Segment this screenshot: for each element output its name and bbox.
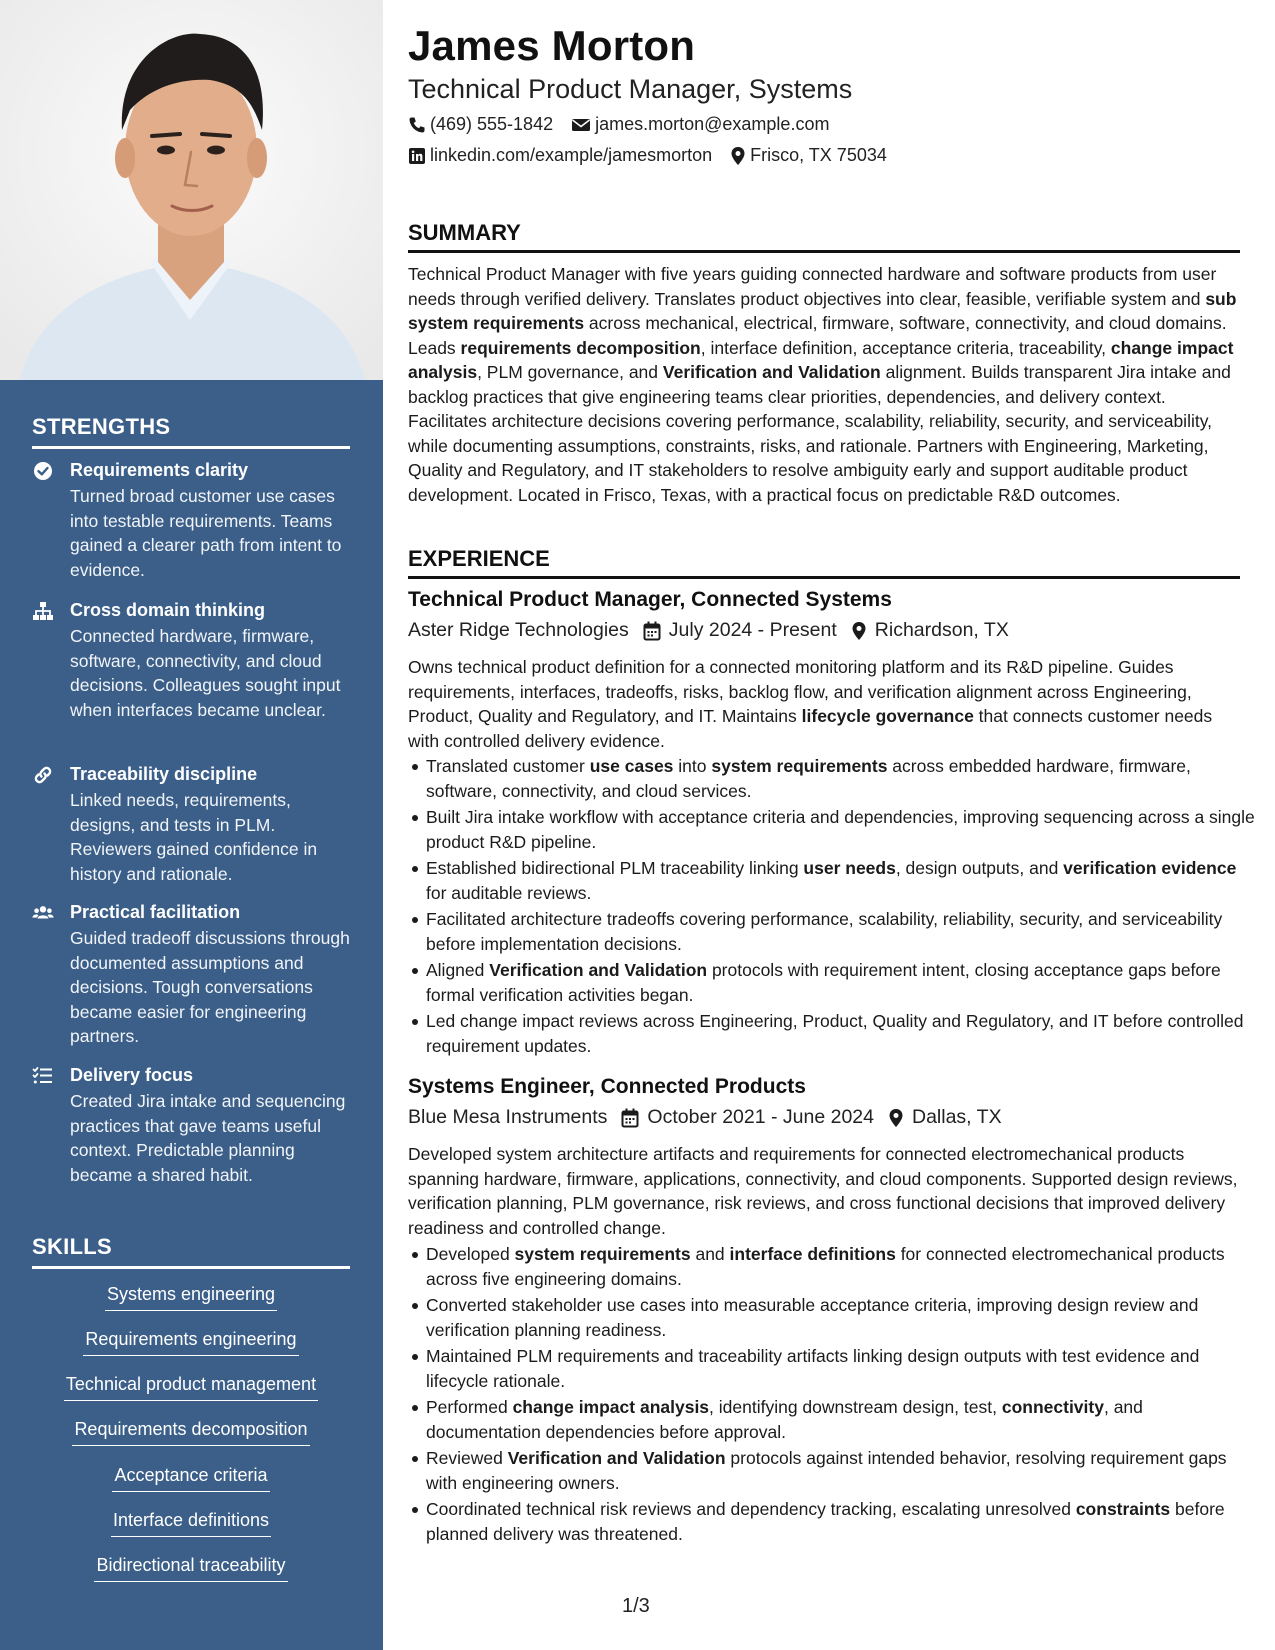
profile-photo: [0, 0, 383, 380]
candidate-title: Technical Product Manager, Systems: [408, 74, 853, 104]
job-title: Systems Engineer, Connected Products: [408, 1075, 806, 1098]
skill-item: Technical product management: [32, 1372, 350, 1401]
job-company: Aster Ridge Technologies: [408, 619, 629, 641]
strength-title: Cross domain thinking: [70, 600, 266, 620]
calendar-icon: [621, 1108, 639, 1128]
job-bullets: [408, 754, 1258, 1060]
bullet-item: Led change impact reviews across Engineering, Product, Quality and Regulatory, and IT before controlled requirement updates.: [426, 1009, 1258, 1058]
job-dates: October 2021 - June 2024: [647, 1106, 874, 1128]
job-meta: [408, 1106, 1002, 1129]
bullet-item: Performed change impact analysis, identifying downstream design, test, connectivity, and documentation dependencies before approval.: [426, 1395, 1258, 1444]
sidebar-panel: [0, 380, 383, 1650]
envelope-icon: [571, 117, 591, 133]
skills-heading: SKILLS: [32, 1234, 350, 1269]
experience-heading: EXPERIENCE: [408, 546, 1240, 579]
phone-text: (469) 555-1842: [430, 114, 554, 134]
skill-item: Systems engineering: [32, 1282, 350, 1311]
bullet-item: Facilitated architecture tradeoffs covering performance, scalability, reliability, security, and serviceability before implementation decisions.: [426, 907, 1258, 956]
map-pin-icon: [730, 146, 746, 166]
bullet-item: Established bidirectional PLM traceability linking user needs, design outputs, and verification evidence for auditable reviews.: [426, 856, 1258, 905]
job-title: Technical Product Manager, Connected Systems: [408, 588, 892, 611]
job-location: Dallas, TX: [912, 1106, 1002, 1128]
job-bullets: [408, 1242, 1258, 1548]
skill-item: Interface definitions: [32, 1508, 350, 1537]
map-pin-icon: [851, 621, 867, 641]
bullet-item: Built Jira intake workflow with acceptance criteria and dependencies, improving sequencing across a single product R&D pipeline.: [426, 805, 1258, 854]
strength-desc: Created Jira intake and sequencing practices that gave teams useful context. Predictable planning became a shared habit.: [70, 1091, 346, 1185]
skill-item: Requirements engineering: [32, 1327, 350, 1356]
contact-row: [408, 145, 905, 166]
email-link[interactable]: james.morton@example.com: [595, 114, 830, 134]
candidate-name: James Morton: [408, 22, 696, 69]
job-dates: July 2024 - Present: [668, 619, 837, 641]
check-circle-icon: [32, 460, 54, 482]
linkedin-link[interactable]: linkedin.com/example/jamesmorton: [430, 145, 713, 165]
strength-title: Practical facilitation: [70, 902, 241, 922]
skill-item: Bidirectional traceability: [32, 1553, 350, 1582]
strength-desc: Linked needs, requirements, designs, and tests in PLM. Reviewers gained confidence in history and rationale.: [70, 790, 318, 884]
page-number: 1/3: [622, 1595, 650, 1617]
job-location: Richardson, TX: [874, 619, 1009, 641]
calendar-icon: [643, 621, 661, 641]
users-icon: [32, 902, 54, 924]
strength-desc: Connected hardware, firmware, software, connectivity, and cloud decisions. Colleagues sought input when interfaces became unclear.: [70, 626, 341, 720]
strength-title: Requirements clarity: [70, 460, 249, 480]
strength-title: Traceability discipline: [70, 764, 258, 784]
list-check-icon: [32, 1065, 54, 1087]
summary-text: Technical Product Manager with five years guiding connected hardware and software products from user needs through verified delivery. Translates product objectives into clear, feasible, verifiable system and sub system requirements across mechanical, electrical, firmware, software, connectivity, and cloud domains. Leads requirements decomposition, interface definition, acceptance criteria, traceability, change impact analysis, PLM governance, and Verification and Validation alignment. Builds transparent Jira intake and backlog practices that give engineering teams clear priorities, dependencies, and delivery context. Facilitates architecture decisions covering performance, scalability, reliability, security, and serviceability, while documenting assumptions, constraints, risks, and rationale. Partners with Engineering, Marketing, Quality and Regulatory, and IT stakeholders to resolve ambiguity early and support auditable product development. Located in Frisco, Texas, with a practical focus on predictable R&D outcomes.: [408, 264, 1237, 505]
bullet-item: Reviewed Verification and Validation protocols against intended behavior, resolving requirement gaps with engineering owners.: [426, 1446, 1258, 1495]
linkedin-icon: [408, 147, 426, 165]
summary-heading: SUMMARY: [408, 220, 1240, 253]
job-intro: Owns technical product definition for a connected monitoring platform and its R&D pipeline. Guides requirements, interfaces, tradeoffs, risks, backlog flow, and verification alignment across Engineering, Product, Quality and Regulatory, and IT. Maintains lifecycle governance that connects customer needs with controlled delivery evidence.: [408, 657, 1213, 751]
strengths-heading: STRENGTHS: [32, 414, 350, 449]
bullet-item: Developed system requirements and interface definitions for connected electromechanical products across five engineering domains.: [426, 1242, 1258, 1291]
location-text: Frisco, TX 75034: [750, 145, 887, 165]
sidebar: [0, 0, 383, 1650]
contact-row: [408, 114, 847, 135]
strength-desc: Guided tradeoff discussions through documented assumptions and decisions. Tough conversations became easier for engineering partners.: [70, 928, 350, 1046]
bullet-item: Aligned Verification and Validation protocols with requirement intent, closing acceptance gaps before formal verification activities began.: [426, 958, 1258, 1007]
job-company: Blue Mesa Instruments: [408, 1106, 608, 1128]
bullet-item: Translated customer use cases into system requirements across embedded hardware, firmware, software, connectivity, and cloud services.: [426, 754, 1258, 803]
bullet-item: Maintained PLM requirements and traceability artifacts linking design outputs with test evidence and lifecycle rationale.: [426, 1344, 1258, 1393]
link-icon: [32, 764, 54, 786]
job-intro: Developed system architecture artifacts and requirements for connected electromechanical products spanning hardware, firmware, applications, connectivity, and cloud components. Supported design reviews, verification planning, PLM governance, risk reviews, and cross functional decisions that improved delivery readiness and controlled change.: [408, 1144, 1238, 1238]
bullet-item: Converted stakeholder use cases into measurable acceptance criteria, improving design review and verification planning readiness.: [426, 1293, 1258, 1342]
skill-item: Requirements decomposition: [32, 1417, 350, 1446]
phone-icon: [408, 116, 426, 134]
job-meta: [408, 619, 1009, 642]
sitemap-icon: [32, 600, 54, 622]
strength-desc: Turned broad customer use cases into testable requirements. Teams gained a clearer path from intent to evidence.: [70, 486, 342, 580]
bullet-item: Coordinated technical risk reviews and dependency tracking, escalating unresolved constraints before planned delivery was threatened.: [426, 1497, 1258, 1546]
strength-title: Delivery focus: [70, 1065, 194, 1085]
map-pin-icon: [888, 1108, 904, 1128]
skill-item: Acceptance criteria: [32, 1463, 350, 1492]
